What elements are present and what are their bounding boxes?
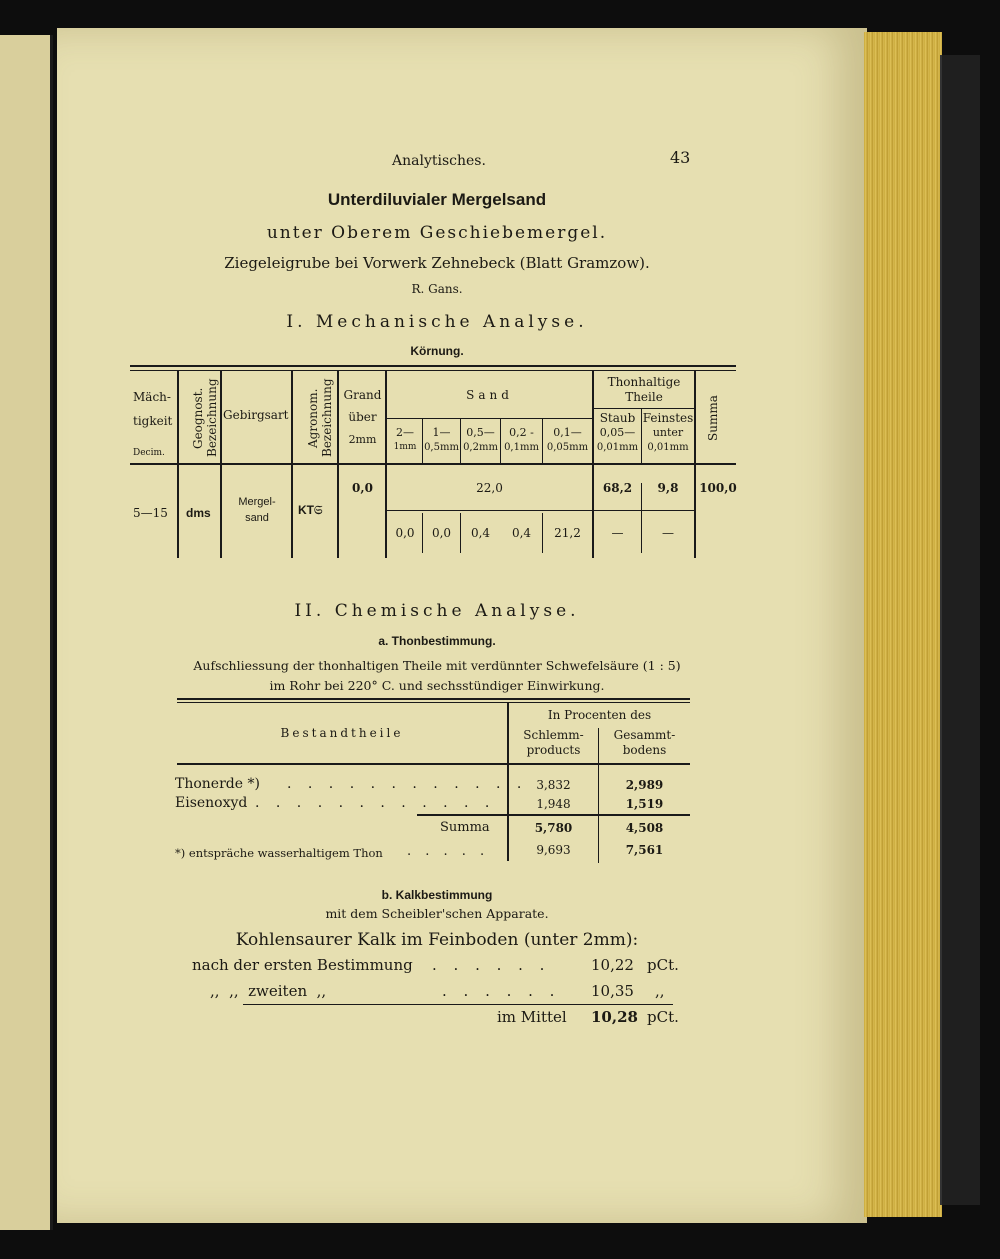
cell-grand: 0,0 <box>352 481 373 495</box>
book-cover <box>940 55 980 1205</box>
col-thon-l1: Thonhaltige <box>607 375 681 389</box>
subtitle: unter Oberem Geschiebemergel. <box>266 223 608 243</box>
col-thon-l2: Theile <box>625 390 663 404</box>
sand-sub-5a: 0,1— <box>553 426 582 439</box>
col-group: In Procenten des <box>547 708 652 722</box>
col-staub-l3: 0,01mm <box>596 442 639 453</box>
kalk-row-1-value: 10,22 <box>591 956 634 974</box>
col-feinstes-l3: 0,01mm <box>647 442 689 453</box>
desc-line-1: Aufschliessung der thonhaltigen Theile mit verdünnter Schwefelsäure (1 : 5) <box>193 658 681 673</box>
gilt-page-edges <box>864 32 942 1217</box>
book-page <box>57 28 867 1223</box>
col-maechtigkeit-unit: Decim. <box>133 448 165 458</box>
col-grand-l2: über <box>348 410 377 424</box>
foot-a: 9,693 <box>536 843 571 857</box>
sand-sub-2b: 0,5mm <box>424 442 459 453</box>
cell-sand-4: 0,4 <box>511 526 532 540</box>
kalk-row-2-value: 10,35 <box>591 982 634 1000</box>
col-schlemm-l2: products <box>526 743 581 757</box>
kalk-row-2-unit: ,, <box>655 982 665 1000</box>
col-agronom: Agronom. Bezeichnung <box>306 378 334 458</box>
row-thonerde-a: 3,832 <box>536 778 571 792</box>
location: Ziegeleigrube bei Vorwerk Zehnebeck (Blatt Gramzow). <box>224 254 650 272</box>
cell-geognost: dms <box>186 506 211 520</box>
foot-b: 7,561 <box>625 843 664 857</box>
koernung-heading: Körnung. <box>410 344 464 358</box>
cell-feinstes-sub: — <box>662 526 674 540</box>
col-gesammt-l1: Gesammt- <box>613 728 676 742</box>
section-heading-chemical: II. Chemische Analyse. <box>294 601 580 621</box>
col-feinstes-l1: Feinstes <box>642 411 694 425</box>
dots-kalk-1: . . . . . . <box>432 956 551 974</box>
col-gesammt-l2: bodens <box>622 743 667 757</box>
sand-sub-1a: 2— <box>396 426 414 439</box>
dots-footnote: . . . . . <box>407 844 490 859</box>
summa-label: Summa <box>440 820 490 835</box>
sand-sub-3a: 0,5— <box>466 426 495 439</box>
col-grand-l3: 2mm <box>348 433 377 446</box>
sand-sub-4a: 0,2 - <box>509 426 534 439</box>
section-heading-mechanical: I. Mechanische Analyse. <box>286 312 588 332</box>
col-gebirgsart: Gebirgsart <box>223 408 289 422</box>
cell-staub: 68,2 <box>602 481 633 495</box>
cell-sand-5: 21,2 <box>554 526 581 540</box>
left-page-edge <box>0 35 53 1230</box>
cell-sand-total: 22,0 <box>476 481 503 495</box>
mittel-label: im Mittel <box>497 1008 567 1026</box>
col-staub-l1: Staub <box>599 411 636 425</box>
summa-b: 4,508 <box>625 821 664 835</box>
kalk-row-1-unit: pCt. <box>647 956 679 974</box>
kalk-row-1-label: nach der ersten Bestimmung <box>192 956 413 974</box>
sand-sub-3b: 0,2mm <box>463 442 498 453</box>
col-summa: Summa <box>706 395 720 441</box>
author: R. Gans. <box>411 282 463 296</box>
dots-thonerde: . . . . . . . . . . . . <box>287 776 528 792</box>
col-geognost: Geognost. Bezeichnung <box>191 378 219 458</box>
row-thonerde-name: Thonerde *) <box>175 776 260 792</box>
thonbestimmung-heading: a. Thonbestimmung. <box>378 634 496 648</box>
desc-line-2: im Rohr bei 220° C. und sechsstündiger Einwirkung. <box>269 678 605 693</box>
col-maechtigkeit-l2: tigkeit <box>133 414 173 428</box>
mittel-value: 10,28 <box>591 1008 638 1026</box>
running-title: Analytisches. <box>392 153 486 169</box>
cell-gebirgsart-l2: sand <box>245 512 269 524</box>
sand-sub-5b: 0,05mm <box>546 442 589 453</box>
cell-maechtigkeit: 5—15 <box>133 506 168 520</box>
col-bestandtheile: Bestandtheile <box>280 726 404 740</box>
page-title: Unterdiluvialer Mergelsand <box>327 190 547 209</box>
cell-agronom: KT𝔖 <box>298 503 323 517</box>
summa-a: 5,780 <box>534 821 573 835</box>
page-number: 43 <box>670 148 691 167</box>
cell-sand-2: 0,0 <box>431 526 452 540</box>
kalk-row-2-label: ,, ,, zweiten ,, <box>210 982 327 1000</box>
dots-eisenoxyd: . . . . . . . . . . . . . <box>255 795 517 811</box>
row-eisenoxyd-a: 1,948 <box>536 797 571 811</box>
sand-sub-4b: 0,1mm <box>504 442 539 453</box>
col-feinstes-l2: unter <box>652 426 684 439</box>
cell-summa: 100,0 <box>699 481 737 495</box>
cell-staub-sub: — <box>611 526 624 540</box>
mittel-unit: pCt. <box>647 1008 679 1026</box>
cell-gebirgsart-l1: Mergel- <box>238 496 276 508</box>
sand-sub-2a: 1— <box>432 426 451 439</box>
col-maechtigkeit-l1: Mäch- <box>133 390 171 404</box>
row-eisenoxyd-name: Eisenoxyd <box>175 795 248 811</box>
cell-feinstes: 9,8 <box>657 481 679 495</box>
col-staub-l2: 0,05— <box>599 426 636 439</box>
kalk-title: Kohlensaurer Kalk im Feinboden (unter 2mm): <box>235 930 639 950</box>
dots-kalk-2: . . . . . . <box>442 982 561 1000</box>
row-eisenoxyd-b: 1,519 <box>625 797 664 811</box>
col-schlemm-l1: Schlemm- <box>523 728 584 742</box>
cell-sand-3: 0,4 <box>470 526 491 540</box>
row-thonerde-b: 2,989 <box>625 778 664 792</box>
kalkbestimmung-heading: b. Kalkbestimmung <box>381 888 493 902</box>
col-sand: Sand <box>466 388 513 402</box>
sand-sub-1b: 1mm <box>393 442 417 452</box>
col-grand-l1: Grand <box>343 388 382 402</box>
footnote: *) entspräche wasserhaltigem Thon <box>175 846 383 860</box>
cell-sand-1: 0,0 <box>395 526 415 540</box>
kalkbestimmung-desc: mit dem Scheibler'schen Apparate. <box>325 906 549 921</box>
